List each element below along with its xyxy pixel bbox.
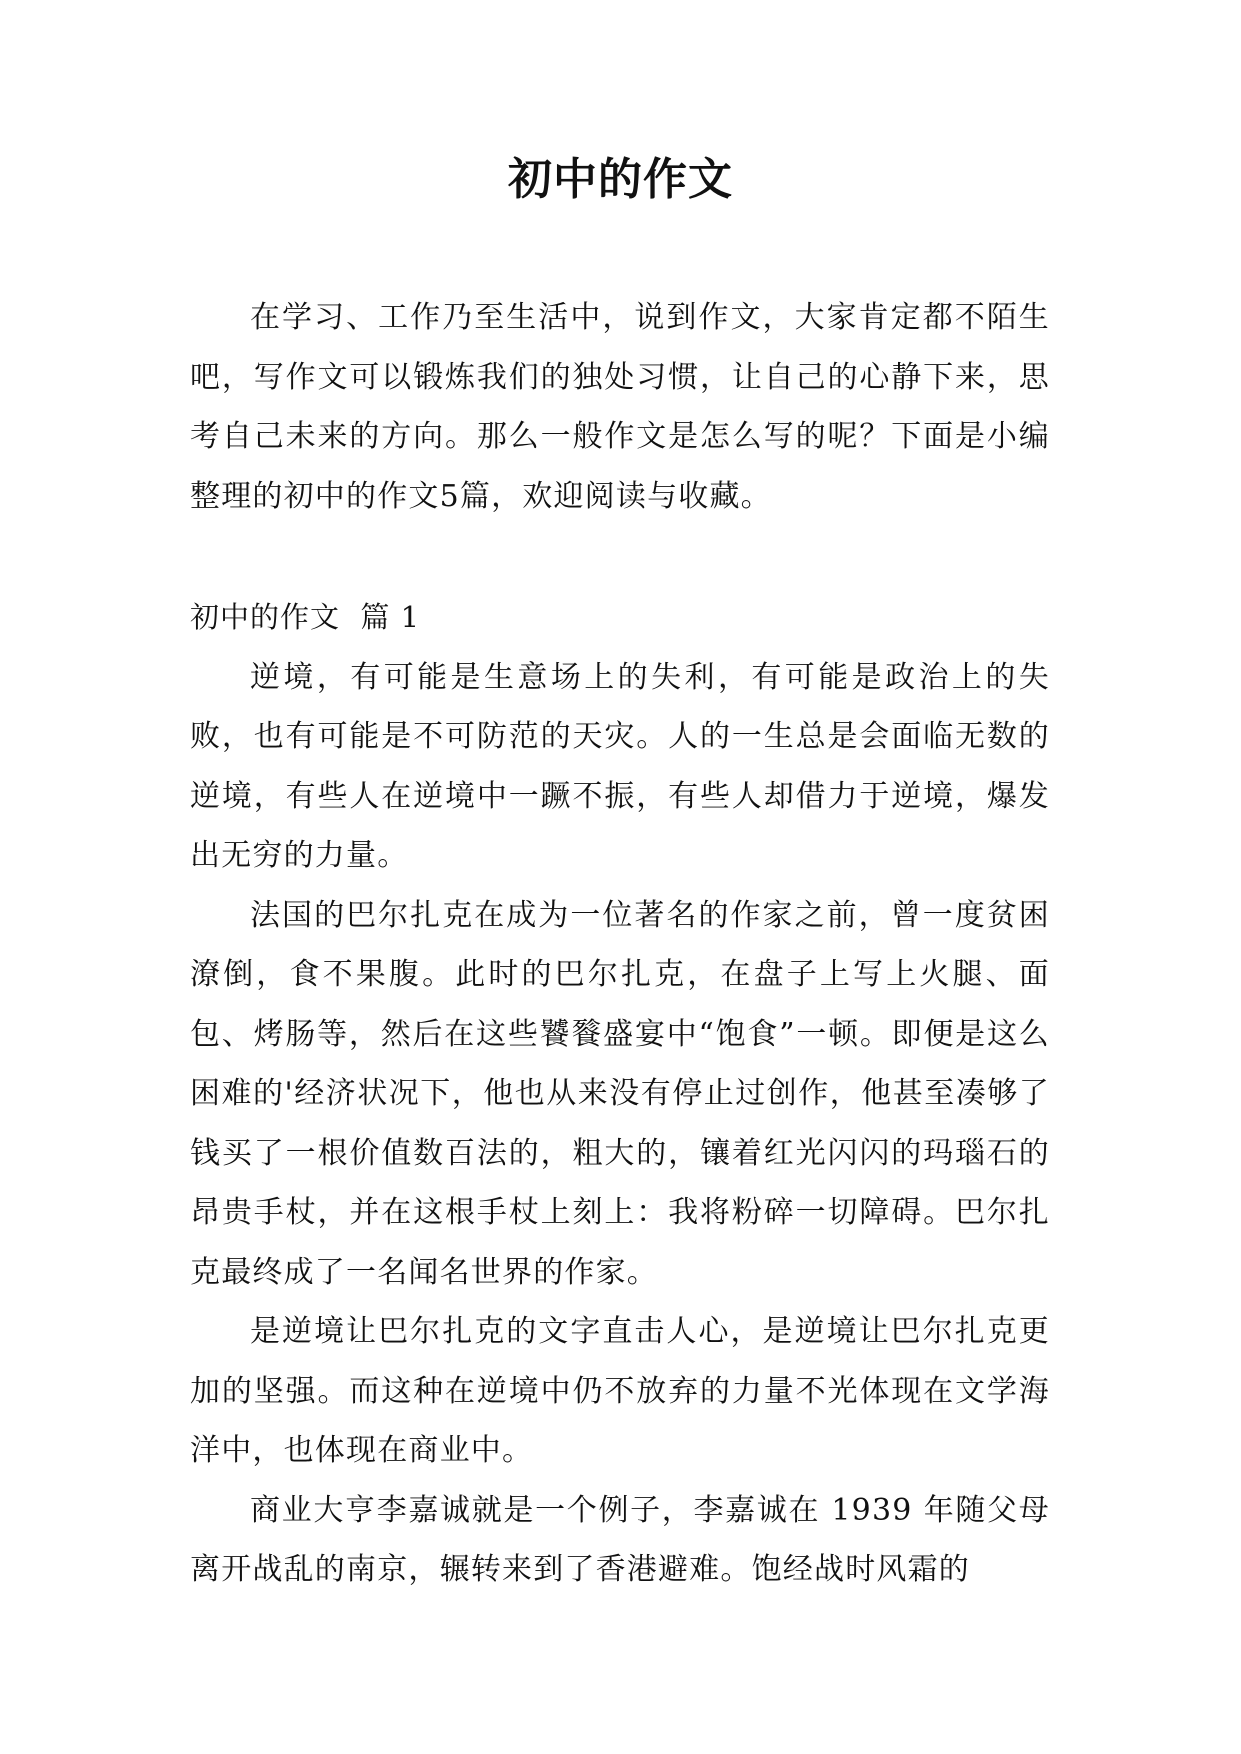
body-paragraph-1: 逆境，有可能是生意场上的失利，有可能是政治上的失败，也有可能是不可防范的天灾。人的一生总是会面临无数的逆境，有些人在逆境中一蹶不振，有些人却借力于逆境，爆发出无穷的力量。 (190, 659, 1050, 873)
section-spacer (190, 526, 1050, 588)
body-paragraph-2: 法国的巴尔扎克在成为一位著名的作家之前，曾一度贫困潦倒，食不果腹。此时的巴尔扎克，在盘子上写上火腿、面包、烤肠等，然后在这些饕餮盛宴中“饱食”一顿。即便是这么困难的'经济状况下，他也从来没有停止过创作，他甚至凑够了钱买了一根价值数百法的，粗大的，镶着红光闪闪的玛瑙石的昂贵手杖，并在这根手杖上刻上：我将粉碎一切障碍。巴尔扎克最终成了一名闻名世界的作家。 (190, 897, 1050, 1290)
document-body (190, 288, 1050, 1600)
body-paragraph-3: 是逆境让巴尔扎克的文字直击人心，是逆境让巴尔扎克更加的坚强。而这种在逆境中仍不放弃的力量不光体现在文学海洋中，也体现在商业中。 (190, 1314, 1050, 1468)
body-paragraph-4: 商业大亨李嘉诚就是一个例子，李嘉诚在 1939 年随父母离开战乱的南京，辗转来到了香港避难。饱经战时风霜的 (190, 1492, 1050, 1587)
section-heading: 初中的作文 篇 1 (190, 600, 421, 634)
intro-paragraph: 在学习、工作乃至生活中，说到作文，大家肯定都不陌生吧，写作文可以锻炼我们的独处习惯，让自己的心静下来，思考自己未来的方向。那么一般作文是怎么写的呢？下面是小编整理的初中的作文5篇，欢迎阅读与收藏。 (190, 300, 1050, 514)
document-title: 初中的作文 (508, 154, 733, 205)
